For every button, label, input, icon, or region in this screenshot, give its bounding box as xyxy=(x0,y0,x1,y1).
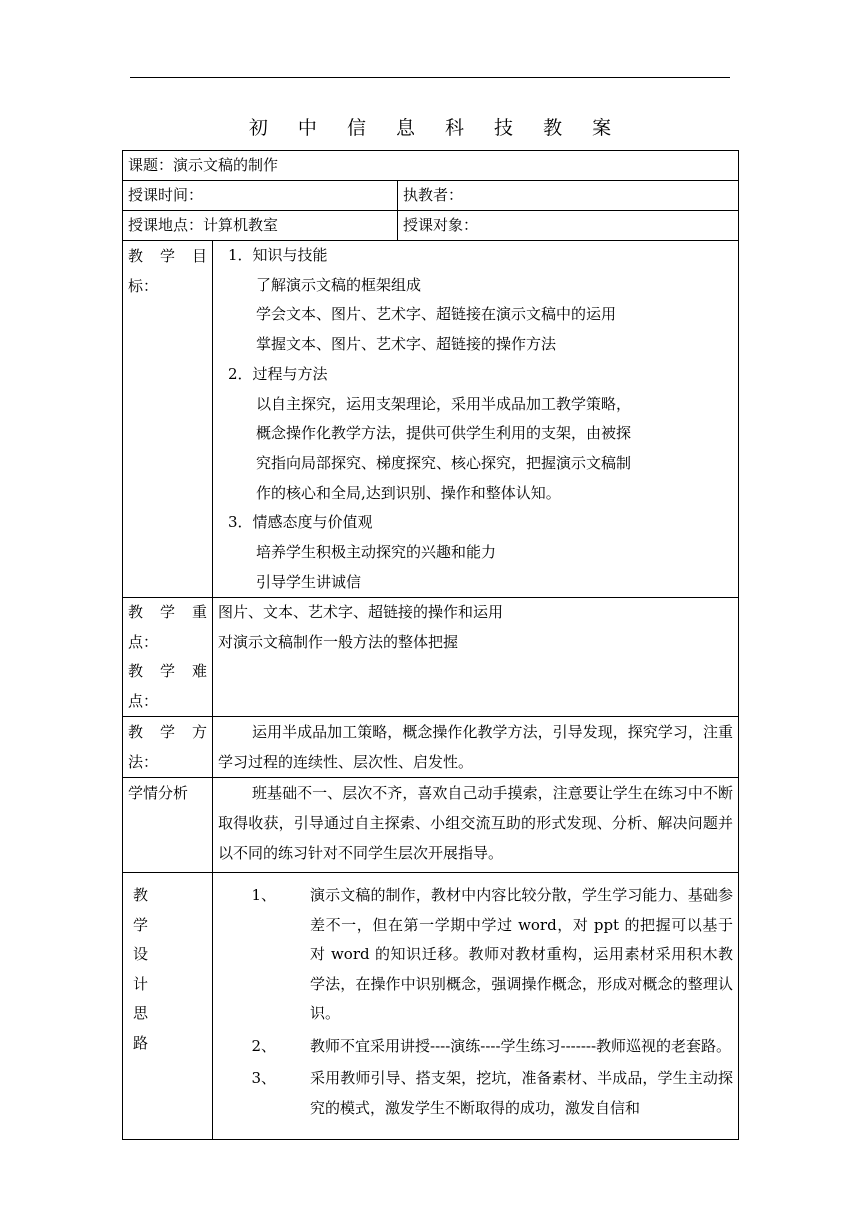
goals-label: 教 学 目 标： xyxy=(123,241,213,598)
goals-content: 1．知识与技能 了解演示文稿的框架组成 学会文本、图片、艺术字、超链接在演示文稿中的运用 掌握文本、图片、艺术字、超链接的操作方法 2．过程与方法 以自主探究，运用支架理论，采用半成品加工教学策略， 概念操作化教学方法，提供可供学生利用的支架，由被探 究指向局部探究、梯度探究、核心探究，把握演示文稿制 作的核心和全局,达到识别、操作和整体认知。 3．情感态度与价值观 培养学生积极主动探究的兴趣和能力 引导学生讲诚信 xyxy=(213,241,739,598)
page-title: 初 中 信 息 科 技 教 案 xyxy=(248,117,624,139)
keypoints-label: 教 学 重 点： 教 学 难 点： xyxy=(123,598,213,717)
analysis-label: 学情分析 xyxy=(123,778,213,873)
subject-cell: 课题：演示文稿的制作 xyxy=(123,151,739,181)
goals-heading-1: 1．知识与技能 xyxy=(228,246,328,264)
design-item-1: 1、 演示文稿的制作，教材中内容比较分散，学生学习能力、基础参差不一，但在第一学期中学过 word，对 ppt 的把握可以基于对 word 的知识迁移。教师对教材重构，运用素材采用积木教学法，在操作中识别概念，强调操作概念，形成对概念的整理认识。 xyxy=(251,886,733,1023)
goals-heading-3: 3．情感态度与价值观 xyxy=(228,513,373,532)
audience-cell: 授课对象： xyxy=(398,211,739,241)
teacher-cell: 执教者： xyxy=(398,181,739,211)
header-rule xyxy=(130,77,730,78)
method-content: 运用半成品加工策略，概念操作化教学方法，引导发现，探究学习，注重学习过程的连续性、层次性、启发性。 xyxy=(213,717,739,778)
lesson-plan-table xyxy=(122,150,739,1140)
place-cell: 授课地点：计算机教室 xyxy=(123,211,398,241)
design-item-2: 2、 教师不宜采用讲授----演练----学生练习-------教师巡视的老套路。 xyxy=(251,1036,732,1055)
design-item-3: 3、 采用教师引导、搭支架，挖坑，准备素材、半成品，学生主动探究的模式，激发学生不断取得的成功，激发自信和 xyxy=(251,1069,733,1117)
goals-heading-2: 2．过程与方法 xyxy=(228,364,328,383)
design-content xyxy=(213,873,739,1140)
method-label: 教 学 方 法： xyxy=(123,717,213,778)
keypoints-content: 图片、文本、艺术字、超链接的操作和运用 对演示文稿制作一般方法的整体把握 xyxy=(213,598,739,717)
design-label: 教 学 设 计 思 路 xyxy=(123,873,213,1140)
time-cell: 授课时间： xyxy=(123,181,398,211)
analysis-content: 班基础不一、层次不齐，喜欢自己动手摸索，注意要让学生在练习中不断取得收获，引导通过自主探索、小组交流互助的形式发现、分析、解决问题并以不同的练习针对不同学生层次开展指导。 xyxy=(213,778,739,873)
